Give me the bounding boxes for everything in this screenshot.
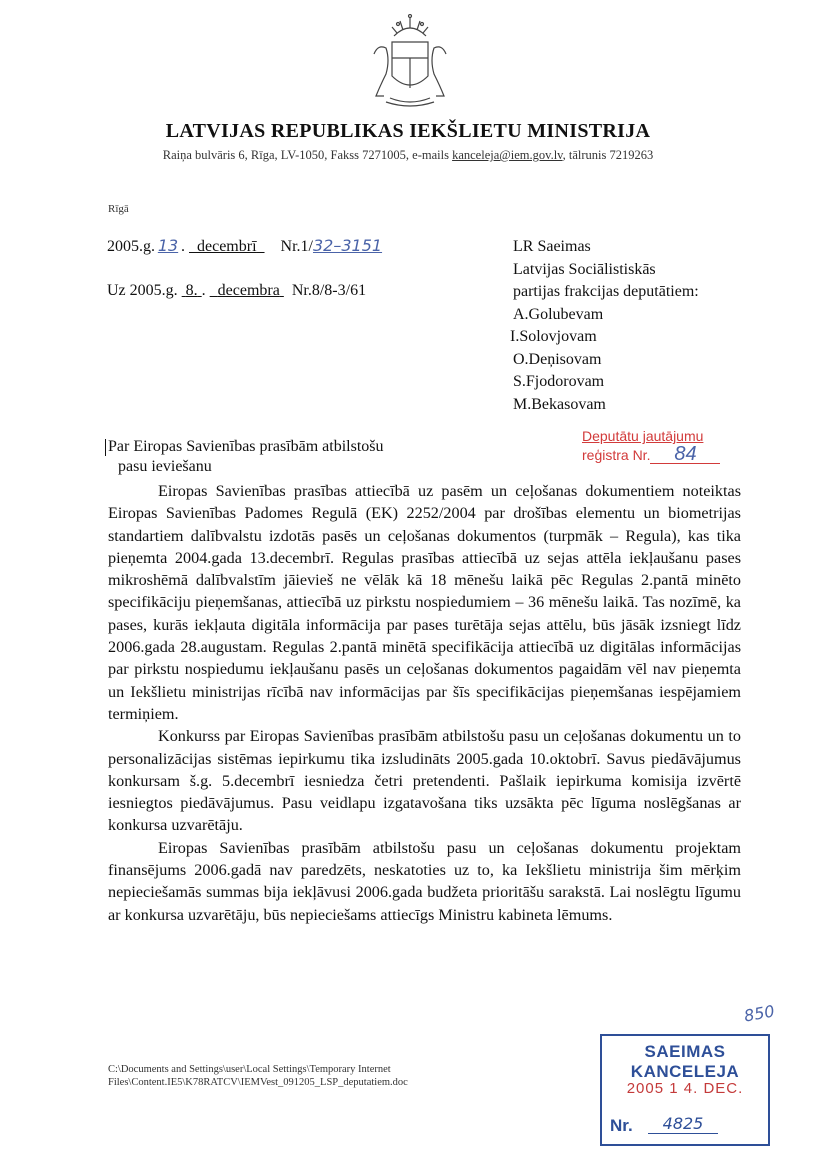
place-label: Rīgā — [108, 203, 129, 215]
nr-label: Nr.1/ — [280, 238, 313, 255]
reply-nr: Nr.8/8-3/61 — [291, 282, 367, 299]
handwritten-note: 850 — [742, 1001, 776, 1026]
addressee-block — [510, 236, 699, 416]
received-stamp-nr-label: Nr. — [610, 1116, 633, 1135]
subject-block — [108, 437, 384, 477]
file-path-line-2: Files\Content.IE5\K78RATCV\IEMVest_091205_LSP_deputatiem.doc — [108, 1077, 408, 1088]
latvian-coat-of-arms-icon — [364, 14, 456, 114]
body-paragraph: Eiropas Savienības prasības attiecībā uz pasēm un ceļošanas dokumentiem noteiktas Eiropas Savienības Padomes Regulā (EK) 2252/2004 par drošības elementu un biometrijas standartiem dalībvalstu izdotās pasēs un ceļošanas dokumentos (turpmāk – Regula), kas tika pieņemta 2004.gada 13.decembrī. Regulas prasības attiecībā uz sejas attēla iekļaušanu pases mikroshēmā dalībvalstīm jāievieš ne vēlāk kā 18 mēnešu laikā pēc Regulas 2.pantā minēto specifikāciju pieņemšanas, attiecībā uz pirkstu nospiedumiem – 36 mēnešu laikā. Tas nozīmē, ka pases, kurās iekļauta digitāla informācija par pases turētāja sejas attēlu, būs jāsāk izsniegt līdz 2006.gada 28.augustam. Regulas 2.pantā minētā specifikācija attiecībā uz digitālas informācijas par pirkstu nospiedumu iekļaušanu pasēs un ceļošanas dokumentos pagaidām vēl nav pieņemta un Iekšlietu ministrijas rīcībā nav informācijas par šīs specifikācijas pieņemšanas iespējamiem termiņiem. — [108, 482, 741, 723]
email-link[interactable]: kanceleja@iem.gov.lv — [452, 148, 563, 162]
document-reference: 2005.g. 13 . decembrī Nr.1/32–3151 — [107, 236, 397, 256]
ministry-address — [0, 148, 816, 163]
reply-month: decembra — [217, 282, 280, 299]
addressee-line: Latvijas Sociālistiskās — [513, 260, 656, 278]
received-stamp-title: SAEIMAS KANCELEJA — [630, 1042, 740, 1081]
day-handwritten: 13 — [157, 236, 179, 255]
received-stamp-nr-value: 4825 — [648, 1114, 718, 1134]
addressee-line: LR Saeimas — [513, 238, 591, 255]
reply-year-label: Uz 2005.g. — [107, 282, 178, 299]
nr-handwritten: 32–3151 — [312, 236, 383, 255]
addressee-line: A.Golubevam — [513, 305, 604, 323]
phone-text: , tālrunis 7219263 — [562, 148, 654, 162]
body-paragraph: Konkurss par Eiropas Savienības prasībām atbilstošu pasu un ceļošanas dokumentu un to personalizācijas sistēmas iepirkumu tika izsludināts 2005.gada 10.oktobrī. Savus piedāvājumus konkursam š.g. 5.decembrī iesniedza četri pretendenti. Pašlaik iepirkuma komisija izvērtē iesniegtos piedāvājumus. Pasu veidlapu izgatavošana tiks uzsākta pēc līguma noslēgšanas ar konkursa uzvarētāju. — [108, 727, 741, 835]
reply-day: 8. — [185, 282, 198, 299]
addressee-line: O.Deņisovam — [513, 350, 602, 368]
addressee-line: M.Bekasovam — [513, 395, 606, 413]
letter-body — [108, 480, 741, 926]
address-text: Raiņa bulvāris 6, Rīga, LV-1050, Fakss 7271005, e-mails — [162, 148, 453, 162]
subject-bracket — [105, 439, 106, 456]
registration-stamp-line2: reģistra Nr. 84 — [582, 445, 720, 464]
file-path-line-1: C:\Documents and Settings\user\Local Settings\Temporary Internet — [108, 1064, 391, 1075]
addressee-line: S.Fjodorovam — [513, 373, 605, 390]
month-value: decembrī — [197, 238, 257, 255]
subject-line-1: Par Eiropas Savienības prasībām atbilstošu — [108, 438, 384, 455]
registration-number: 84 — [650, 445, 720, 464]
registration-stamp-line1: Deputātu jautājumu — [582, 428, 704, 444]
ministry-title: LATVIJAS REPUBLIKAS IEKŠLIETU MINISTRIJA — [165, 120, 651, 142]
received-stamp-date: 2005 1 4. DEC. — [626, 1080, 744, 1097]
addressee-line: partijas frakcijas deputātiem: — [513, 283, 699, 300]
addressee-line: I.Solovjovam — [510, 328, 597, 345]
subject-line-2: pasu ieviešanu — [118, 458, 212, 475]
file-path-footer — [108, 1063, 408, 1089]
reply-reference: Uz 2005.g. 8. . decembra Nr.8/8-3/61 — [107, 282, 367, 299]
registration-stamp — [582, 427, 720, 464]
year-label: 2005.g. — [107, 238, 155, 255]
body-paragraph: Eiropas Savienības prasībām atbilstošu pasu un ceļošanas dokumentu projektam finansējums 2006.gadā nav paredzēts, neskatoties uz to, ka Iekšlietu ministrija šim mērķim nepieciešamās summas bija iekļāvusi 2006.gada budžeta prioritāšu sarakstā. Lai noslēgtu līgumu ar konkursa uzvarētāju, būs nepieciešams attiecīgs Ministru kabineta lēmums. — [108, 838, 741, 924]
received-stamp — [600, 1034, 770, 1146]
